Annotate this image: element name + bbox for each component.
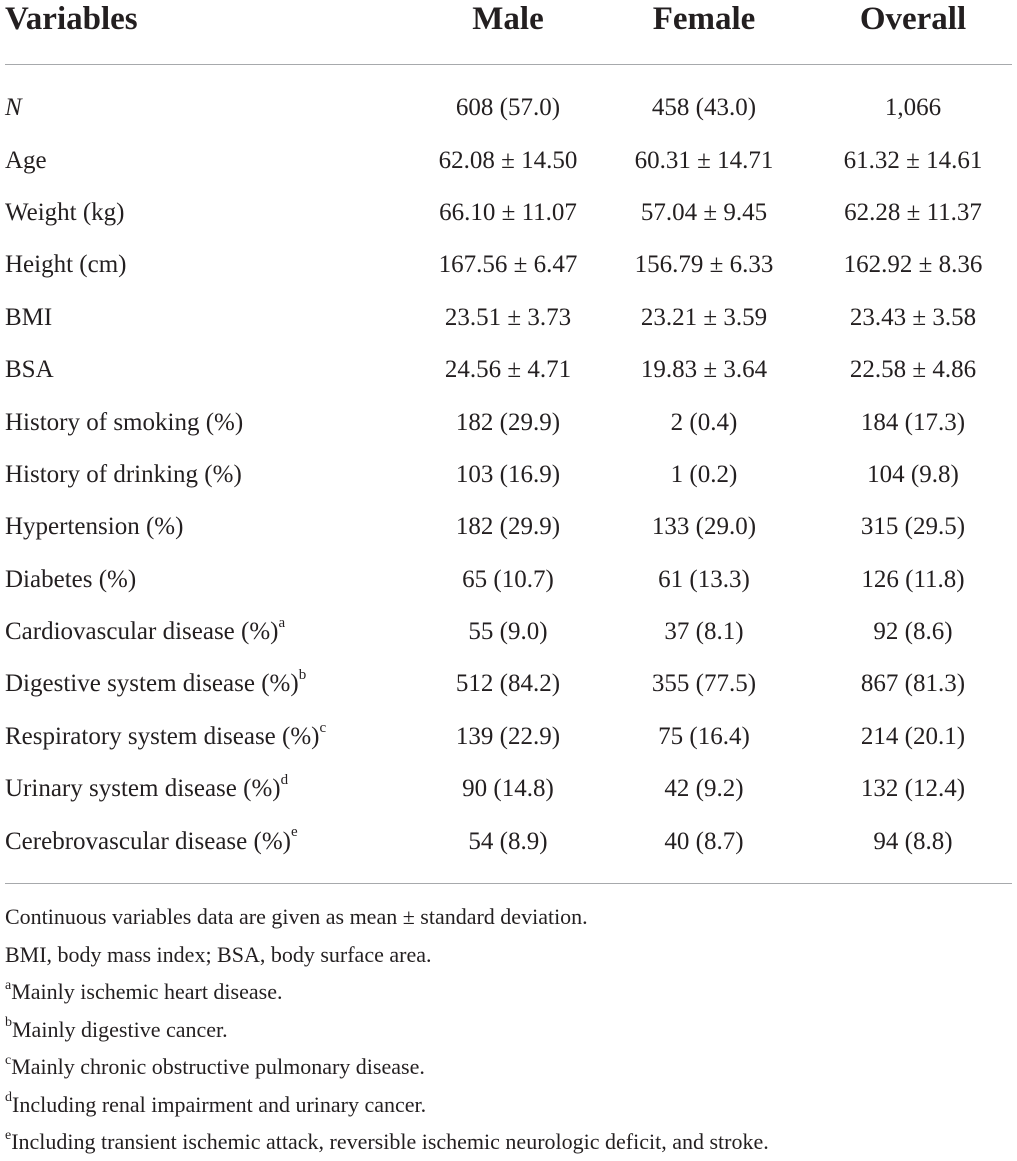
row-label-text: Hypertension (%)	[5, 513, 184, 541]
footnote	[5, 898, 1010, 936]
cell-male: 55 (9.0)	[468, 618, 548, 646]
cell-male: 608 (57.0)	[455, 94, 561, 122]
row-label-text: Cerebrovascular disease (%)	[5, 827, 291, 855]
cell-male: 512 (84.2)	[455, 670, 561, 698]
row-label	[0, 396, 417, 448]
cell-overall: 184 (17.3)	[860, 408, 966, 436]
cell-female: 60.31 ± 14.71	[634, 146, 774, 174]
cell-male: 24.56 ± 4.71	[444, 356, 572, 384]
header-table	[0, 0, 1017, 48]
cell-overall: 315 (29.5)	[860, 513, 966, 541]
row-label-text: Height (cm)	[5, 251, 127, 279]
cell-overall: 162.92 ± 8.36	[843, 251, 983, 279]
row-label	[0, 82, 417, 134]
cell-male: 65 (10.7)	[462, 565, 554, 593]
cell-male: 182 (29.9)	[455, 513, 561, 541]
cell-female: 19.83 ± 3.64	[640, 356, 768, 384]
cell-male: 66.10 ± 11.07	[439, 198, 577, 226]
row-label	[0, 815, 417, 867]
cell-female: 23.21 ± 3.59	[640, 303, 768, 331]
cell-female: 61 (13.3)	[658, 565, 750, 593]
footnote-marker: e	[5, 1127, 12, 1143]
row-label-text: Diabetes (%)	[5, 565, 137, 593]
cell-overall: 867 (81.3)	[860, 670, 966, 698]
cell-male: 139 (22.9)	[455, 722, 561, 750]
footnote-marker: b	[5, 1015, 12, 1031]
header-rule	[5, 64, 1012, 65]
table-row	[0, 606, 1017, 658]
cell-female: 355 (77.5)	[651, 670, 757, 698]
footnote	[5, 1123, 1010, 1161]
footnote-text: BMI, body mass index; BSA, body surface area.	[5, 941, 432, 967]
row-label	[0, 292, 417, 344]
cell-female: 40 (8.7)	[664, 827, 744, 855]
cell-female: 75 (16.4)	[658, 722, 750, 750]
row-label-text: BSA	[5, 356, 54, 384]
table-footnotes	[5, 898, 1010, 1161]
cell-overall: 61.32 ± 14.61	[843, 146, 983, 174]
cell-overall: 62.28 ± 11.37	[844, 198, 982, 226]
table-row	[0, 815, 1017, 867]
header-male: Male	[472, 1, 544, 37]
cell-overall: 1,066	[884, 94, 942, 122]
row-label	[0, 711, 417, 763]
cell-male: 62.08 ± 14.50	[438, 146, 578, 174]
row-label-text: History of smoking (%)	[5, 408, 244, 436]
row-label	[0, 501, 417, 553]
footnote-text: Continuous variables data are given as mean ± standard deviation.	[5, 904, 588, 929]
header-row	[0, 0, 1017, 48]
row-label	[0, 239, 417, 291]
table-row	[0, 134, 1017, 186]
footnote-marker: e	[290, 824, 298, 841]
cell-overall: 23.43 ± 3.58	[849, 303, 977, 331]
header-female: Female	[652, 1, 756, 37]
row-label-text: Urinary system disease (%)	[5, 775, 281, 803]
cell-male: 23.51 ± 3.73	[444, 303, 572, 331]
row-label	[0, 187, 417, 239]
footnote	[5, 973, 1010, 1011]
cell-overall: 126 (11.8)	[861, 565, 965, 593]
footnote-marker: d	[280, 771, 289, 788]
cell-female: 42 (9.2)	[664, 775, 744, 803]
table-row	[0, 187, 1017, 239]
footnote	[5, 1086, 1010, 1124]
cell-female: 1 (0.2)	[670, 460, 738, 488]
row-label-text: Age	[5, 146, 47, 174]
row-label-text: Respiratory system disease (%)	[5, 722, 320, 750]
cell-female: 156.79 ± 6.33	[634, 251, 774, 279]
footnote	[5, 936, 1010, 974]
cell-female: 37 (8.1)	[664, 618, 744, 646]
cell-overall: 92 (8.6)	[873, 618, 953, 646]
footnote-marker: d	[5, 1090, 12, 1106]
row-label	[0, 134, 417, 186]
table-body	[0, 82, 1017, 868]
header-overall: Overall	[859, 1, 967, 37]
row-label-text: Weight (kg)	[5, 198, 125, 226]
table-row	[0, 711, 1017, 763]
row-label-text: History of drinking (%)	[5, 460, 242, 488]
table-row	[0, 763, 1017, 815]
cell-female: 2 (0.4)	[670, 408, 738, 436]
table-row	[0, 82, 1017, 134]
row-label	[0, 658, 417, 710]
cell-overall: 104 (9.8)	[867, 460, 959, 488]
cell-overall: 94 (8.8)	[873, 827, 953, 855]
footnote-text: Mainly ischemic heart disease.	[11, 979, 283, 1004]
cell-male: 103 (16.9)	[455, 460, 561, 488]
footnote-marker: c	[5, 1052, 12, 1068]
footnote-marker: a	[5, 977, 12, 993]
table-row	[0, 449, 1017, 501]
footnote-text: Mainly chronic obstructive pulmonary disease.	[11, 1054, 425, 1079]
footnote	[5, 1011, 1010, 1049]
table-row	[0, 554, 1017, 606]
table-row	[0, 344, 1017, 396]
cell-overall: 214 (20.1)	[860, 722, 966, 750]
footnote-text: Including transient ischemic attack, reversible ischemic neurologic deficit, and stroke.	[11, 1129, 769, 1154]
row-label	[0, 554, 417, 606]
row-label	[0, 606, 417, 658]
footnote-marker: a	[278, 614, 286, 631]
header-variables: Variables	[5, 1, 138, 37]
row-label	[0, 763, 417, 815]
cell-female: 458 (43.0)	[651, 94, 757, 122]
row-label-text: Cardiovascular disease (%)	[5, 618, 279, 646]
row-label	[0, 449, 417, 501]
table-row	[0, 658, 1017, 710]
cell-male: 90 (14.8)	[462, 775, 554, 803]
footnote	[5, 1048, 1010, 1086]
cell-female: 133 (29.0)	[651, 513, 757, 541]
table-row	[0, 239, 1017, 291]
footnote-text: Including renal impairment and urinary cancer.	[12, 1091, 427, 1117]
cell-male: 182 (29.9)	[455, 408, 561, 436]
footnote-marker: c	[319, 719, 327, 736]
cell-female: 57.04 ± 9.45	[640, 198, 768, 226]
cell-overall: 132 (12.4)	[860, 775, 966, 803]
row-label	[0, 344, 417, 396]
table-row	[0, 501, 1017, 553]
cell-male: 167.56 ± 6.47	[438, 251, 578, 279]
row-label-text: N	[5, 94, 22, 122]
cell-male: 54 (8.9)	[468, 827, 548, 855]
data-table	[0, 82, 1017, 868]
footer-rule	[5, 883, 1012, 884]
footnote-marker: b	[298, 667, 307, 684]
row-label-text: BMI	[5, 303, 53, 331]
row-label-text: Digestive system disease (%)	[5, 670, 299, 698]
table-row	[0, 292, 1017, 344]
footnote-text: Mainly digestive cancer.	[12, 1016, 228, 1042]
cell-overall: 22.58 ± 4.86	[849, 356, 977, 384]
table-row	[0, 396, 1017, 448]
